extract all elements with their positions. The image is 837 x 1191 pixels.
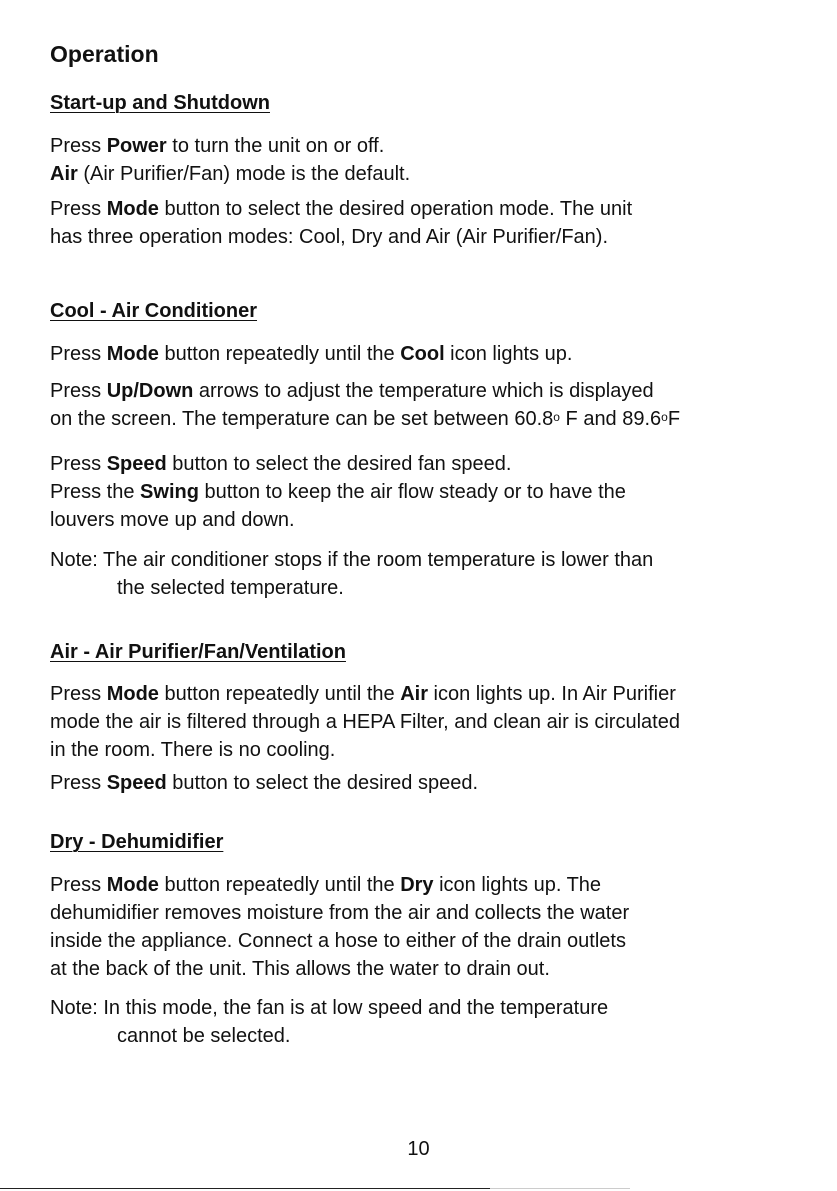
air-paragraph-speed: [50, 769, 478, 797]
up-down-keyword: Up/Down: [106, 380, 194, 402]
text-run: dehumidifier removes moisture from the air and collects the water: [50, 902, 630, 924]
mode-keyword: Mode: [106, 198, 159, 220]
text-run: at the back of the unit. This allows the water to drain out.: [50, 958, 550, 980]
text-run: (Air Purifier/Fan) mode is the default.: [77, 163, 411, 185]
text-run: button to select the desired speed.: [166, 772, 479, 794]
text-run: button to select the desired fan speed.: [166, 453, 512, 475]
heading-dry: Dry - Dehumidifier: [50, 831, 224, 853]
text-run: icon lights up. The: [433, 874, 602, 896]
text-run: F: [667, 408, 681, 430]
text-run: mode the air is filtered through a HEPA Filter, and clean air is circulated: [50, 711, 680, 733]
mode-keyword: Mode: [106, 343, 159, 365]
text-run: Press: [50, 453, 107, 475]
cool-keyword: Cool: [400, 343, 445, 365]
text-run: icon lights up. In Air Purifier: [427, 683, 676, 705]
text-run: button repeatedly until the: [158, 874, 401, 896]
note-line-indented: the selected temperature.: [117, 577, 344, 599]
degree-symbol: o: [553, 410, 560, 424]
text-run: button to keep the air flow steady or to have the: [198, 481, 626, 503]
note-line: Note: The air conditioner stops if the room temperature is lower than: [50, 549, 654, 571]
degree-symbol: o: [661, 410, 668, 424]
text-run: on the screen. The temperature can be set between 60.8: [50, 408, 554, 430]
dry-note: [50, 994, 608, 1050]
dry-paragraph-mode: [50, 871, 629, 983]
text-run: Press: [50, 772, 107, 794]
page-title: Operation: [50, 41, 159, 67]
page-number: 10: [407, 1138, 430, 1160]
note-line-indented: cannot be selected.: [117, 1025, 291, 1047]
text-run: inside the appliance. Connect a hose to either of the drain outlets: [50, 930, 626, 952]
air-keyword: Air: [400, 683, 428, 705]
text-run: to turn the unit on or off.: [166, 135, 385, 157]
cool-note: [50, 546, 653, 602]
bottom-rule: [0, 1188, 490, 1189]
note-line: Note: In this mode, the fan is at low speed and the temperature: [50, 997, 609, 1019]
dry-keyword: Dry: [400, 874, 434, 896]
speed-keyword: Speed: [106, 772, 167, 794]
power-keyword: Power: [106, 135, 167, 157]
text-run: Press: [50, 135, 107, 157]
speed-keyword: Speed: [106, 453, 167, 475]
mode-keyword: Mode: [106, 683, 159, 705]
cool-paragraph-speed-swing: [50, 450, 626, 534]
text-run: button repeatedly until the: [158, 343, 401, 365]
text-run: Press the: [50, 481, 141, 503]
cool-paragraph-mode: [50, 340, 572, 368]
text-run: F and 89.6: [559, 408, 662, 430]
bottom-rule-faint: [490, 1188, 630, 1189]
text-run: arrows to adjust the temperature which is displayed: [193, 380, 654, 402]
text-run: in the room. There is no cooling.: [50, 739, 336, 761]
text-run: Press: [50, 380, 107, 402]
startup-paragraph-mode: [50, 195, 632, 251]
text-run: button repeatedly until the: [158, 683, 401, 705]
text-run: Press: [50, 874, 107, 896]
mode-keyword: Mode: [106, 874, 159, 896]
swing-keyword: Swing: [140, 481, 199, 503]
heading-startup: Start-up and Shutdown: [50, 92, 270, 114]
air-keyword: Air: [50, 163, 78, 185]
heading-air: Air - Air Purifier/Fan/Ventilation: [50, 641, 346, 663]
text-run: Press: [50, 343, 107, 365]
text-run: icon lights up.: [444, 343, 573, 365]
heading-cool: Cool - Air Conditioner: [50, 300, 258, 322]
text-run: Press: [50, 683, 107, 705]
air-paragraph-mode: [50, 680, 680, 764]
startup-paragraph-power: [50, 132, 410, 188]
cool-paragraph-temperature: [50, 377, 680, 433]
text-run: Press: [50, 198, 107, 220]
text-run: has three operation modes: Cool, Dry and Air (Air Purifier/Fan).: [50, 226, 609, 248]
text-run: louvers move up and down.: [50, 509, 295, 531]
text-run: button to select the desired operation mode. The unit: [158, 198, 633, 220]
